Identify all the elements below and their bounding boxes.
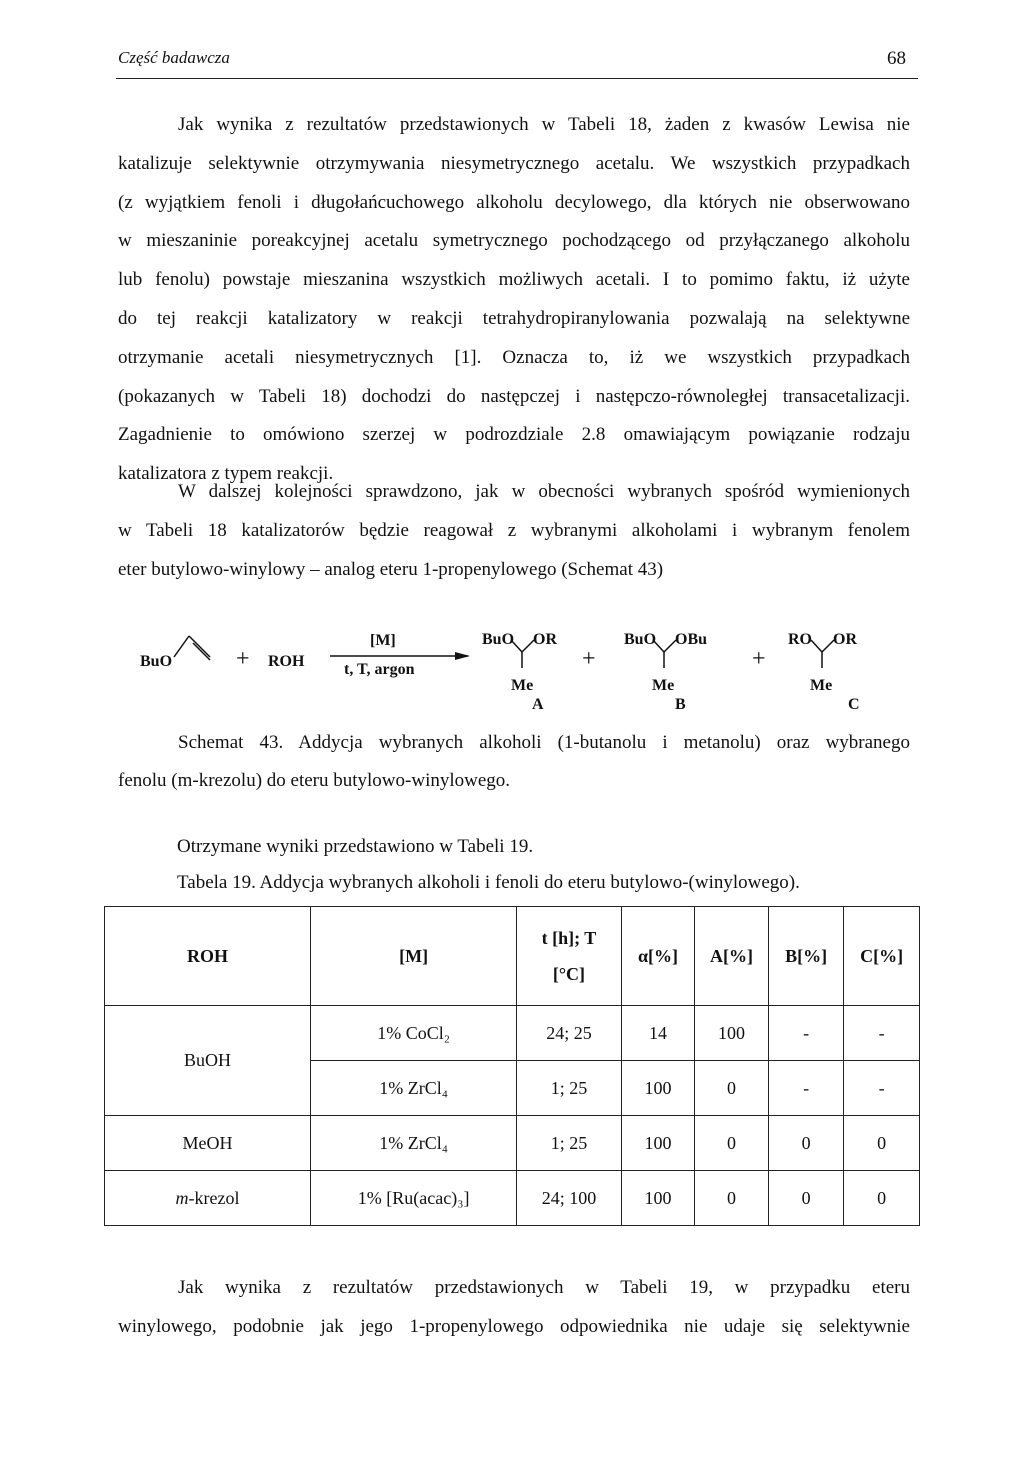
product-b-left: BuO [624, 631, 657, 648]
table-cell-alpha: 100 [621, 1116, 695, 1171]
product-c-bottom: Me [810, 677, 833, 694]
column-header: B[%] [768, 907, 844, 1006]
table-title: Tabela 19. Addycja wybranych alkoholi i fenoli do eteru butylowo-(winylowego). [177, 872, 800, 893]
reaction-scheme-svg [130, 612, 910, 722]
reactant-double-bond-1 [189, 636, 210, 657]
table-cell-a: 0 [695, 1061, 769, 1116]
table-cell-b: 0 [768, 1171, 844, 1226]
text-line: (pokazanych w Tabeli 18) dochodzi do następczej i następczo-równoległej transacetalizacji. [118, 385, 910, 407]
scheme-caption [118, 724, 910, 800]
reagent-label: ROH [268, 653, 305, 670]
plus-sign: + [236, 646, 250, 672]
table-row [105, 1171, 920, 1226]
text-line: katalizuje selektywnie otrzymywania niesymetrycznego acetalu. We wszystkich przypadkach [118, 152, 910, 174]
text-line: w Tabeli 18 katalizatorów będzie reagował z wybranymi alkoholami i wybranym fenolem [118, 519, 910, 541]
paragraph-3 [118, 1269, 910, 1347]
table-cell-alpha: 14 [621, 1006, 695, 1061]
product-b-right: OBu [675, 631, 708, 648]
product-a-right: OR [533, 631, 557, 648]
table-cell-b: - [768, 1006, 844, 1061]
table-cell-roh: BuOH [105, 1006, 311, 1116]
text-line: W dalszej kolejności sprawdzono, jak w obecności wybranych spośród wymienionych [178, 481, 910, 502]
table-cell-roh [105, 1171, 311, 1226]
reactant-double-bond-2 [193, 643, 210, 660]
conditions-label: t, T, argon [344, 661, 415, 678]
reaction-scheme [130, 612, 910, 722]
italic-prefix: m [175, 1187, 189, 1208]
results-table [104, 906, 920, 1226]
text-line: katalizatora z typem reakcji. [118, 463, 334, 485]
column-header: [M] [311, 907, 517, 1006]
table-cell-catalyst: 1% ZrCl₄ [311, 1061, 517, 1116]
table-cell-roh: MeOH [105, 1116, 311, 1171]
text-line: Zagadnienie to omówiono szerzej w podrozdziale 2.8 omawiającym powiązanie rodzaju [118, 424, 910, 446]
table-cell-conditions: 24; 25 [517, 1006, 622, 1061]
product-b-label: B [675, 696, 686, 713]
table-cell-c: 0 [844, 1171, 920, 1226]
paragraph-2 [118, 473, 910, 589]
column-header-text: t [h]; T [°C] [541, 928, 597, 984]
text-line: lub fenolu) powstaje mieszanina wszystkich możliwych acetali. I to pomimo faktu, iż użyte [118, 269, 910, 291]
product-a-bottom: Me [511, 677, 534, 694]
results-note: Otrzymane wyniki przedstawiono w Tabeli 19. [177, 836, 534, 857]
text-line: eter butylowo-winylowy – analog eteru 1-propenylowego (Schemat 43) [118, 558, 664, 580]
table-cell-conditions: 1; 25 [517, 1061, 622, 1116]
product-c-bond-left [811, 640, 822, 652]
running-header-left: Część badawcza [118, 48, 230, 67]
text-line: w mieszaninie poreakcyjnej acetalu symetrycznego pochodzącego od przyłączanego alkoholu [118, 230, 910, 252]
caption-line: fenolu (m-krezolu) do eteru butylowo-winylowego. [118, 770, 511, 791]
table-cell-catalyst: 1% [Ru(acac)₃] [311, 1171, 517, 1226]
table-cell-c: 0 [844, 1116, 920, 1171]
roh-name: -krezol [188, 1187, 240, 1208]
text-line: (z wyjątkiem fenoli i długołańcuchowego alkoholu decylowego, dla których nie obserwowano [118, 191, 910, 213]
table-cell-catalyst: 1% CoCl₂ [311, 1006, 517, 1061]
table-cell-alpha: 100 [621, 1171, 695, 1226]
column-header [517, 907, 622, 1006]
product-b-bottom: Me [652, 677, 675, 694]
table-cell-a: 0 [695, 1171, 769, 1226]
table-cell-alpha: 100 [621, 1061, 695, 1116]
column-header: C[%] [844, 907, 920, 1006]
page-number: 68 [887, 48, 906, 69]
column-header: A[%] [695, 907, 769, 1006]
table-cell-a: 0 [695, 1116, 769, 1171]
table-cell-catalyst: 1% ZrCl₄ [311, 1116, 517, 1171]
table-cell-c: - [844, 1061, 920, 1116]
product-a-label: A [532, 696, 544, 713]
table-cell-conditions: 1; 25 [517, 1116, 622, 1171]
table-cell-a: 100 [695, 1006, 769, 1061]
header-rule [116, 78, 918, 79]
reactant-label: BuO [140, 653, 173, 670]
text-line: winylowego, podobnie jak jego 1-propenylowego odpowiednika nie udaje się selektywnie [118, 1315, 910, 1337]
product-c-label: C [848, 696, 860, 713]
caption-line: Schemat 43. Addycja wybranych alkoholi (1-butanolu i metanolu) oraz wybranego [178, 732, 910, 753]
product-c-left: RO [788, 631, 812, 648]
table-cell-b: - [768, 1061, 844, 1116]
table-cell-conditions: 24; 100 [517, 1171, 622, 1226]
text-line: Jak wynika z rezultatów przedstawionych w Tabeli 18, żaden z kwasów Lewisa nie [178, 114, 910, 135]
column-header: α[%] [621, 907, 695, 1006]
table-cell-b: 0 [768, 1116, 844, 1171]
column-header: ROH [105, 907, 311, 1006]
text-line: Jak wynika z rezultatów przedstawionych w Tabeli 19, w przypadku eteru [178, 1277, 910, 1298]
reactant-bond [174, 636, 189, 657]
table-row [105, 1006, 920, 1061]
paragraph-1 [118, 106, 910, 494]
table-cell-c: - [844, 1006, 920, 1061]
table-row [105, 1116, 920, 1171]
text-line: otrzymanie acetali niesymetrycznych [1]. Oznacza to, iż we wszystkich przypadkach [118, 346, 910, 368]
text-line: do tej reakcji katalizatory w reakcji tetrahydropiranylowania pozwalają na selektywne [118, 307, 910, 329]
plus-sign: + [752, 646, 766, 672]
product-c-right: OR [833, 631, 857, 648]
arrow-head [455, 652, 470, 660]
catalyst-label: [M] [370, 632, 396, 649]
product-a-left: BuO [482, 631, 515, 648]
table-header-row [105, 907, 920, 1006]
plus-sign: + [582, 646, 596, 672]
